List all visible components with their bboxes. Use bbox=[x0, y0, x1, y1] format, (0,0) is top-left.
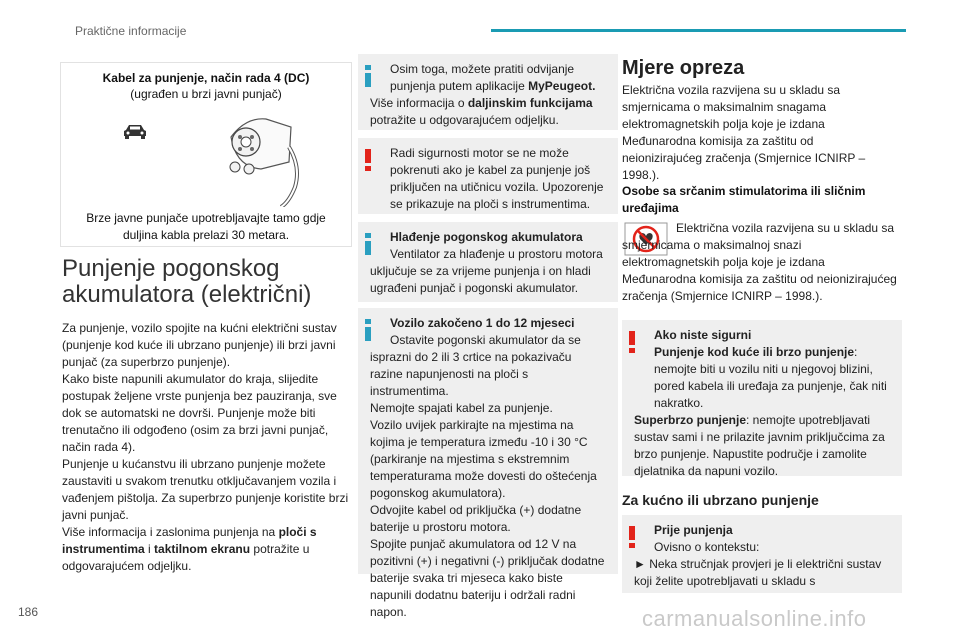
warning-text: Radi sigurnosti motor se ne može pokrenuti ako je kabel za punjenje još priključen na utičnicu vozila. Upozorenje se prikazuje na ploči s instrumentima. bbox=[390, 146, 604, 211]
cable-box-note: Brze javne punjače upotrebljavajte tamo gdje duljina kabla prelazi 30 metara. bbox=[86, 211, 326, 242]
watermark: carmanualsonline.info bbox=[642, 606, 867, 631]
section-paragraph: Kako biste napunili akumulator do kraja, slijedite postupak željene vrste punjenja bez pauziranja, sve dok se automatski ne dovrši. Punjenje može biti trenutačno ili odgođeno (osim za brzi javni punjač, način rada 4). bbox=[62, 372, 337, 454]
page-number: 186 bbox=[18, 605, 39, 619]
section-heading: Punjenje pogonskog akumulatora (električni) bbox=[62, 255, 312, 308]
section-paragraph: Za punjenje, vozilo spojite na kućni električni sustav (punjenje kod kuće ili ubrzano punjenje) ili brzi javni punjač (za superbrzo punjenje). bbox=[62, 321, 337, 369]
info-note-parked: Vozilo zakočeno 1 do 12 mjeseci Ostavite pogonski akumulator da se isprazni do 2 ili 3 crtice na pokazivaču razine napunjenosti na ploči s instrumentima. Nemojte spajati kabel za punjenje. Vozilo uvijek parkirajte na mjestima na kojima je temperatura između -10 i 30 °C (parkiranje na mjestima s ekstremnim temperaturama može dovesti do oštećenja pogonskog akumulatora). Odvojite kabel od priključka (+) dodatne baterije u prostoru motora. Spojite punjač akumulatora od 12 V na pozitivni (+) i negativni (-) priključak dodatne baterije svaka tri mjeseca kako biste napunili dodatnu bateriju i održali radni napon. bbox=[358, 308, 618, 574]
info-icon bbox=[365, 319, 371, 341]
before-title: Prije punjenja bbox=[654, 523, 733, 537]
header-accent-bar bbox=[491, 29, 906, 32]
warning-note-before: Prije punjenja Ovisno o kontekstu: ► Neka stručnjak provjeri je li električni sustav koji želite upotrebljavati u skladu s bbox=[622, 515, 902, 593]
warning-icon bbox=[629, 526, 635, 548]
info-note-mypeugeot: Osim toga, možete pratiti odvijanje punjenja putem aplikacije MyPeugeot. Više informacija o daljinskim funkcijama potražite u odgovarajućem odjeljku. bbox=[358, 54, 618, 130]
pacemaker-heading: Osobe sa srčanim stimulatorima ili sličnim uređajima bbox=[622, 184, 866, 215]
warning-note-unsure: Ako niste sigurni Punjenje kod kuće ili brzo punjenje: nemojte biti u vozilu niti u njegovoj blizini, pored kabela ili uređaja za punjenje, čak niti nakratko. Superbrzo punjenje: nemojte upotrebljavati sustav sami i ne prilazite javnim priključcima za brzo punjenje. Napustite područje i zamolite djelatnika da napuni vozilo. bbox=[622, 320, 902, 476]
cable-box-title: Kabel za punjenje, način rada 4 (DC) bbox=[102, 71, 310, 85]
cable-box-subtitle: (ugrađen u brzi javni punjač) bbox=[130, 87, 282, 101]
warning-icon bbox=[365, 149, 371, 171]
warning-icon bbox=[629, 331, 635, 353]
info-icon bbox=[365, 65, 371, 87]
parked-title: Vozilo zakočeno 1 do 12 mjeseci bbox=[390, 316, 575, 330]
cable-info-box bbox=[60, 62, 352, 247]
section-paragraph: Punjenje u kućanstvu ili ubrzano punjenje možete zaustaviti u svakom trenutku otključavanjem vozila i vađenjem pištolja. Za superbrzo punjenje koristite brzi javni punjač. bbox=[62, 457, 349, 522]
home-charging-heading: Za kućno ili ubrzano punjenje bbox=[622, 492, 819, 508]
car-icon bbox=[123, 123, 147, 139]
cooling-text: Ventilator za hlađenje u prostoru motora uključuje se za vrijeme punjenja i on hladi ugrađeni punjač i pogonski akumulator. bbox=[370, 247, 603, 295]
cooling-title: Hlađenje pogonskog akumulatora bbox=[390, 230, 583, 244]
section-title: Praktične informacije bbox=[75, 24, 187, 38]
pacemaker-paragraph: Električna vozila razvijena su u skladu sa smjernicama o maksimalnoj snazi elektromagnetskih polja koje je izdana Međunarodna komisija za zaštitu od neionizirajućeg zračenja (Smjernice ICNIRP – 1998.). bbox=[622, 221, 897, 303]
info-note-cooling bbox=[358, 222, 618, 302]
warning-note-safety bbox=[358, 138, 618, 214]
precautions-paragraph: Električna vozila razvijena su u skladu sa smjernicama o maksimalnim snagama elektromagnetskih polja koje je izdana Međunarodna komisija za zaštitu od neionizirajućeg zračenja (Smjernice ICNIRP – 1998.). bbox=[622, 83, 866, 182]
unsure-title: Ako niste sigurni bbox=[654, 328, 752, 342]
precautions-heading: Mjere opreza bbox=[622, 57, 745, 79]
section-paragraph: Više informacija i zaslonima punjenja na ploči s instrumentima i taktilnom ekranu potražite u odgovarajućem odjeljku. bbox=[62, 525, 317, 573]
dc-plug-illustration bbox=[191, 107, 301, 207]
section-body bbox=[62, 320, 352, 575]
info-icon bbox=[365, 233, 371, 255]
